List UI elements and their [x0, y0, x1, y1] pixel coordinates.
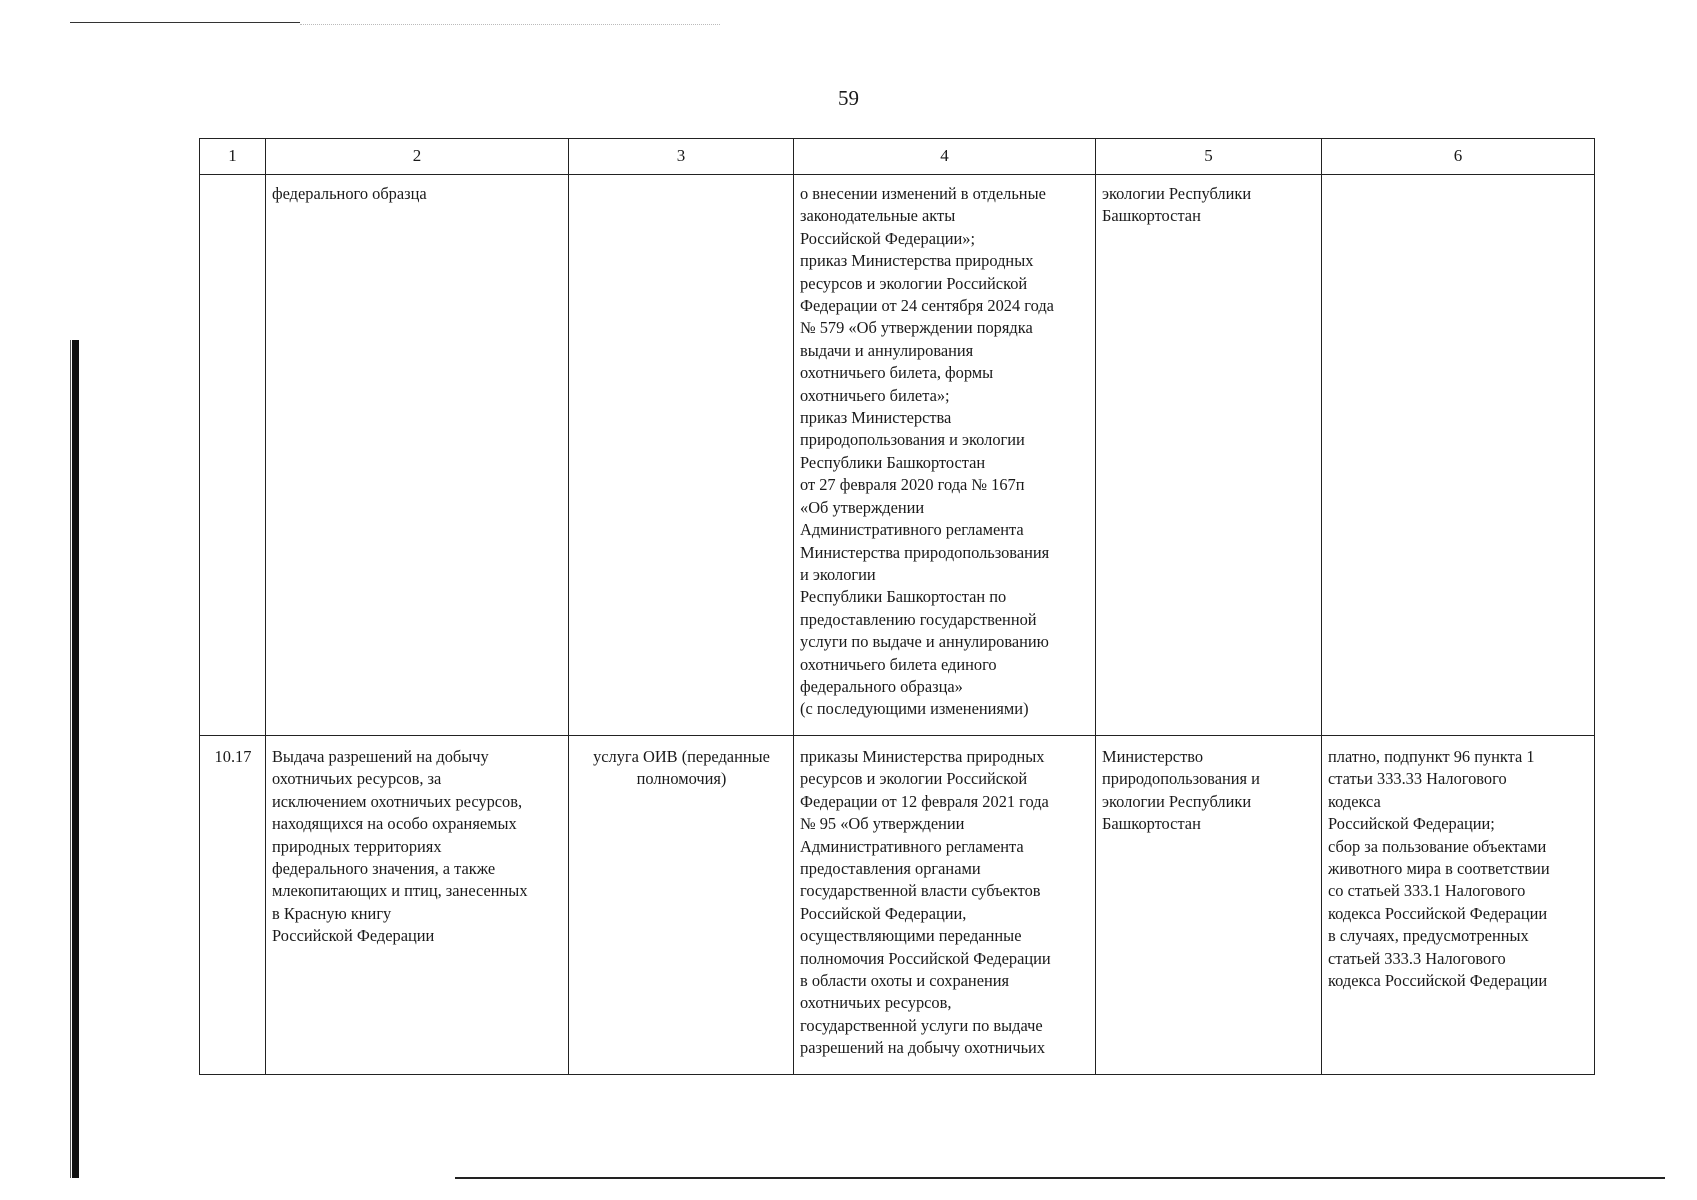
- cell-payment: [1322, 175, 1595, 736]
- cell-legal-basis: приказы Министерства природных ресурсов и экологии Российской Федерации от 12 февраля 2021 года № 95 «Об утверждении Административного регламента предоставления органами государственной власти субъектов Российской Федерации, осуществляющими переданные полномочия Российской Федерации в области охоты и сохранения охотничьих ресурсов, государственной услуги по выдаче разрешений на добычу охотничьих: [794, 736, 1096, 1075]
- column-header-5: 5: [1096, 139, 1322, 175]
- scan-artifact-top-dots: [300, 24, 720, 25]
- scan-artifact-left-thin: [70, 340, 71, 1178]
- cell-number: 10.17: [200, 736, 266, 1075]
- column-header-3: 3: [569, 139, 794, 175]
- table-row: [200, 736, 1595, 1075]
- cell-authority: Министерство природопользования и экологии Республики Башкортостан: [1096, 736, 1322, 1075]
- cell-service-type: услуга ОИВ (переданные полномочия): [569, 736, 794, 1075]
- cell-legal-basis: о внесении изменений в отдельные законодательные акты Российской Федерации»; приказ Министерства природных ресурсов и экологии Российской Федерации от 24 сентября 2024 года № 579 «Об утверждении порядка выдачи и аннулирования охотничьего билета, формы охотничьего билета»; приказ Министерства природопользования и экологии Республики Башкортостан от 27 февраля 2020 года № 167п «Об утверждении Административного регламента Министерства природопользования и экологии Республики Башкортостан по предоставлению государственной услуги по выдаче и аннулированию охотничьего билета единого федерального образца» (с последующими изменениями): [794, 175, 1096, 736]
- cell-service-type: [569, 175, 794, 736]
- cell-service-name: федерального образца: [266, 175, 569, 736]
- cell-service-name: Выдача разрешений на добычу охотничьих ресурсов, за исключением охотничьих ресурсов, находящихся на особо охраняемых природных территориях федерального значения, а также млекопитающих и птиц, занесенных в Красную книгу Российской Федерации: [266, 736, 569, 1075]
- column-header-2: 2: [266, 139, 569, 175]
- table-row: [200, 175, 1595, 736]
- column-header-4: 4: [794, 139, 1096, 175]
- page-number: 59: [838, 86, 859, 110]
- cell-payment: платно, подпункт 96 пункта 1 статьи 333.33 Налогового кодекса Российской Федерации; сбор за пользование объектами животного мира в соответствии со статьей 333.1 Налогового кодекса Российской Федерации в случаях, предусмотренных статьей 333.3 Налогового кодекса Российской Федерации: [1322, 736, 1595, 1075]
- scan-artifact-top-line: [70, 22, 300, 23]
- scan-artifact-bottom-line: [455, 1177, 1665, 1179]
- cell-authority: экологии Республики Башкортостан: [1096, 175, 1322, 736]
- table-header-row: [200, 139, 1595, 175]
- services-table: [199, 138, 1595, 1075]
- column-header-1: 1: [200, 139, 266, 175]
- scan-artifact-left-bar: [72, 340, 79, 1178]
- column-header-6: 6: [1322, 139, 1595, 175]
- cell-number: [200, 175, 266, 736]
